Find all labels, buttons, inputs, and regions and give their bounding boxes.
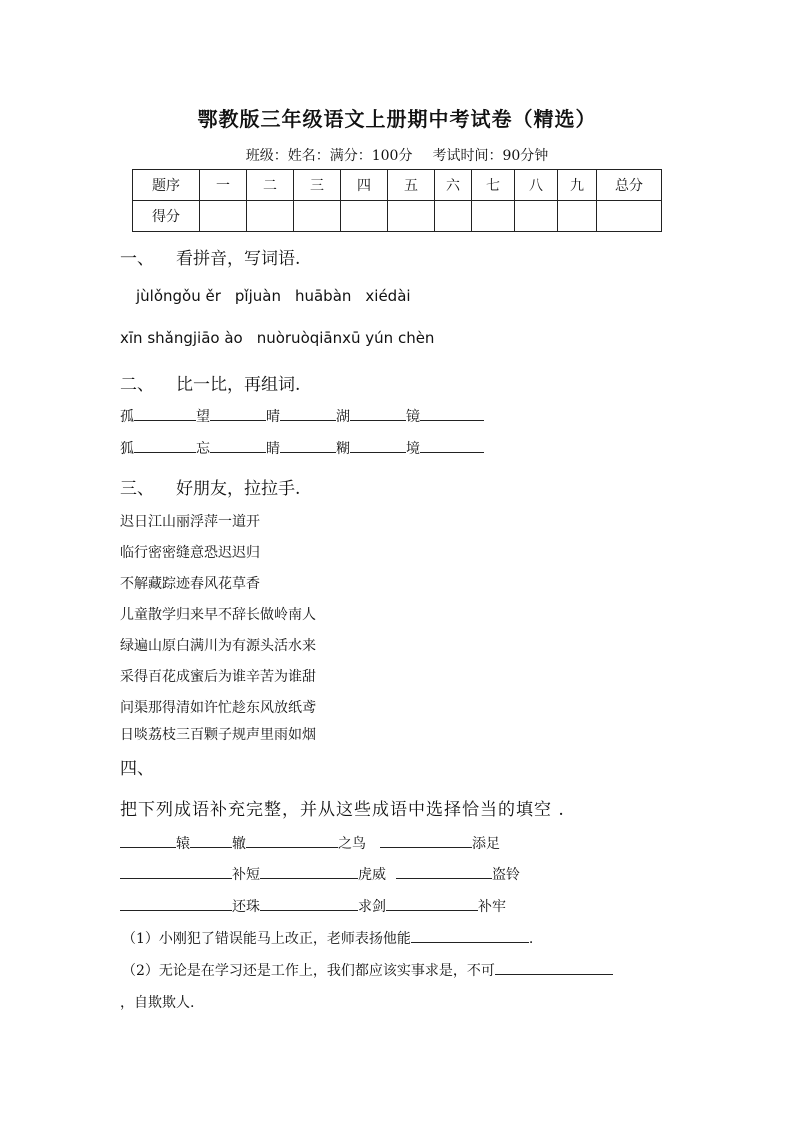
score-cell[interactable] xyxy=(247,201,294,232)
score-header-cell: 八 xyxy=(515,170,558,201)
section2-heading xyxy=(120,370,300,395)
answer-blank[interactable] xyxy=(120,864,232,879)
section1-number: 一、 xyxy=(120,249,154,269)
pinyin-word: xīn shǎngjiāo ào xyxy=(120,329,243,347)
answer-blank[interactable] xyxy=(134,406,196,421)
section1-title: 看拼音，写词语. xyxy=(176,249,301,269)
section2-number: 二、 xyxy=(120,375,154,395)
score-header-cell: 一 xyxy=(200,170,247,201)
answer-blank[interactable] xyxy=(260,896,358,911)
score-header-cell: 六 xyxy=(435,170,472,201)
answer-blank[interactable] xyxy=(350,438,406,453)
pinyin-line-2 xyxy=(120,329,448,347)
exam-info-class: 班级：姓名：满分：100分 xyxy=(245,148,413,164)
idiom-part: 辙 xyxy=(232,836,246,852)
compare-char: 糊 xyxy=(336,441,350,457)
question-2-continuation: ，自欺欺人. xyxy=(120,995,195,1011)
idiom-part: 还珠 xyxy=(232,899,260,915)
question-2-text: （2）无论是在学习还是工作上，我们都应该实事求是，不可 xyxy=(122,963,495,979)
pinyin-word: nuòruòqiānxū yún chèn xyxy=(256,329,435,347)
section3-title: 好朋友，拉拉手. xyxy=(176,479,301,499)
idiom-row-3 xyxy=(120,896,506,916)
compare-char: 境 xyxy=(406,441,420,457)
score-table-header-row xyxy=(133,170,662,201)
score-header-cell: 九 xyxy=(558,170,597,201)
answer-blank[interactable] xyxy=(134,438,196,453)
section3-heading xyxy=(120,474,300,499)
idiom-part: 辕 xyxy=(176,836,190,852)
answer-blank[interactable] xyxy=(411,928,529,943)
score-header-cell: 七 xyxy=(472,170,515,201)
compare-char: 孤 xyxy=(120,409,134,425)
poem-line: 迟日江山丽浮萍一道开 xyxy=(120,514,260,530)
score-header-cell: 题序 xyxy=(133,170,200,201)
answer-blank[interactable] xyxy=(260,864,358,879)
pinyin-word: xiédài xyxy=(365,287,411,305)
answer-blank[interactable] xyxy=(190,833,232,848)
score-cell[interactable] xyxy=(515,201,558,232)
score-table xyxy=(132,169,662,232)
idiom-part: 求剑 xyxy=(358,899,386,915)
compare-char: 睛 xyxy=(266,441,280,457)
poem-line: 日啖荔枝三百颗子规声里雨如烟 xyxy=(120,727,316,743)
exam-info xyxy=(0,145,794,165)
compare-char: 晴 xyxy=(266,409,280,425)
score-header-cell: 总分 xyxy=(597,170,662,201)
answer-blank[interactable] xyxy=(246,833,338,848)
question-1 xyxy=(122,928,533,948)
idiom-part: 盗铃 xyxy=(492,867,520,883)
answer-blank[interactable] xyxy=(120,896,232,911)
section3-number: 三、 xyxy=(120,479,154,499)
score-header-cell: 四 xyxy=(341,170,388,201)
section4-number: 四、 xyxy=(120,759,154,779)
answer-blank[interactable] xyxy=(350,406,406,421)
idiom-part: 添足 xyxy=(472,836,500,852)
answer-blank[interactable] xyxy=(280,438,336,453)
question-1-text: （1）小刚犯了错误能马上改正，老师表扬他能 xyxy=(122,931,411,947)
question-2 xyxy=(122,960,613,980)
answer-blank[interactable] xyxy=(396,864,492,879)
compare-char: 望 xyxy=(196,409,210,425)
section1-heading xyxy=(120,244,300,269)
answer-blank[interactable] xyxy=(210,406,266,421)
score-row-label: 得分 xyxy=(133,201,200,232)
answer-blank[interactable] xyxy=(120,833,176,848)
pinyin-word: pǐjuàn xyxy=(234,287,281,305)
compare-row-2 xyxy=(120,438,484,458)
score-cell[interactable] xyxy=(200,201,247,232)
question-1-end: . xyxy=(528,931,534,947)
compare-char: 镜 xyxy=(406,409,420,425)
pinyin-word: jùlǒngǒu ěr xyxy=(136,287,221,305)
idiom-part: 之鸟 xyxy=(338,836,366,852)
poem-line: 问渠那得清如许忙趁东风放纸鸢 xyxy=(120,700,316,716)
score-cell[interactable] xyxy=(435,201,472,232)
score-cell[interactable] xyxy=(558,201,597,232)
idiom-part: 补短 xyxy=(232,867,260,883)
exam-info-time: 考试时间：90分钟 xyxy=(432,148,549,164)
compare-char: 忘 xyxy=(196,441,210,457)
score-cell[interactable] xyxy=(294,201,341,232)
idiom-row-1 xyxy=(120,833,500,853)
answer-blank[interactable] xyxy=(420,406,484,421)
poem-line: 儿童散学归来早不辞长做岭南人 xyxy=(120,607,316,623)
answer-blank[interactable] xyxy=(280,406,336,421)
poem-line: 绿遍山原白满川为有源头活水来 xyxy=(120,638,316,654)
section2-title: 比一比，再组词. xyxy=(176,375,301,395)
score-table-score-row xyxy=(133,201,662,232)
idiom-part: 虎威 xyxy=(358,867,386,883)
score-cell[interactable] xyxy=(388,201,435,232)
score-cell[interactable] xyxy=(472,201,515,232)
poem-line: 不解藏踪迹春风花草香 xyxy=(120,576,260,592)
score-header-cell: 三 xyxy=(294,170,341,201)
idiom-part: 补牢 xyxy=(478,899,506,915)
score-header-cell: 五 xyxy=(388,170,435,201)
section4-instruction: 把下列成语补充完整，并从这些成语中选择恰当的填空 . xyxy=(120,800,565,820)
poem-line: 采得百花成蜜后为谁辛苦为谁甜 xyxy=(120,669,316,685)
idiom-row-2 xyxy=(120,864,520,884)
compare-row-1 xyxy=(120,406,484,426)
page-title: 鄂教版三年级语文上册期中考试卷（精选） xyxy=(197,107,597,131)
answer-blank[interactable] xyxy=(210,438,266,453)
pinyin-word: huābàn xyxy=(294,287,352,305)
score-cell[interactable] xyxy=(597,201,662,232)
score-cell[interactable] xyxy=(341,201,388,232)
poem-line: 临行密密缝意恐迟迟归 xyxy=(120,545,260,561)
answer-blank[interactable] xyxy=(380,833,472,848)
answer-blank[interactable] xyxy=(386,896,478,911)
score-header-cell: 二 xyxy=(247,170,294,201)
pinyin-line-1 xyxy=(136,287,425,305)
answer-blank[interactable] xyxy=(495,960,613,975)
compare-char: 狐 xyxy=(120,441,134,457)
compare-char: 湖 xyxy=(336,409,350,425)
answer-blank[interactable] xyxy=(420,438,484,453)
